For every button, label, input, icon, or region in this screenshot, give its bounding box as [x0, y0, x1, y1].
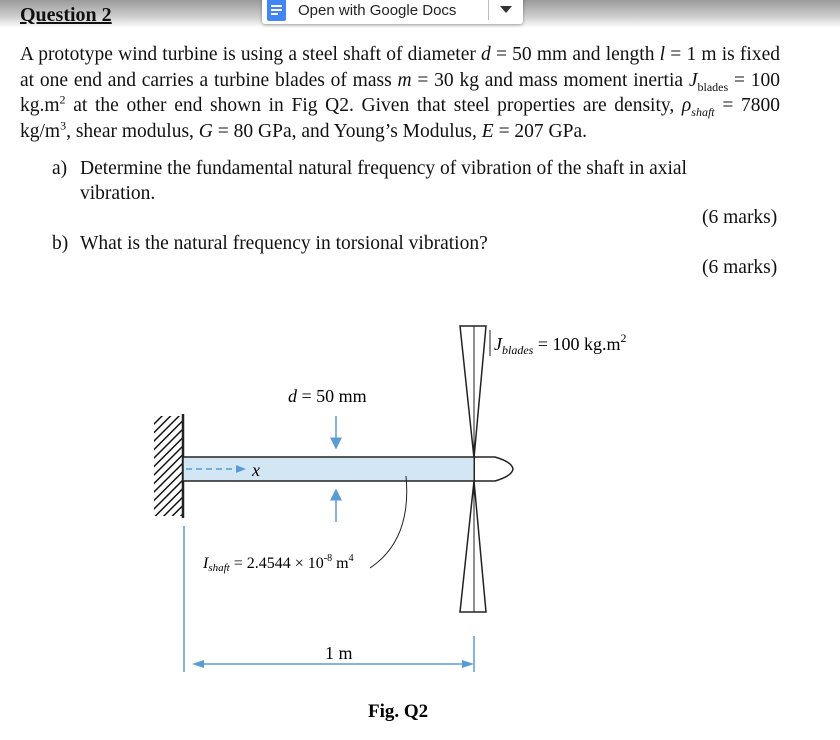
part-a-label: a) — [52, 158, 68, 179]
part-b-text: What is the natural frequency in torsional vibration? — [80, 233, 488, 254]
part-a-marks: (6 marks) — [702, 207, 778, 228]
i-shaft-leader-line — [370, 476, 407, 568]
length-label: 1 m — [325, 643, 353, 663]
blade-lower — [460, 481, 486, 612]
x-axis-label: x — [252, 460, 260, 480]
blade-upper — [460, 326, 486, 458]
part-b-label: b) — [52, 233, 69, 254]
length-arrowhead-left — [192, 660, 204, 668]
length-arrowhead-right — [462, 660, 474, 668]
j-blades-label: $J_{blades} = 100$ $kg.m^2$ — [494, 331, 627, 357]
hub — [475, 457, 513, 481]
diameter-label: d = 50 mm — [288, 386, 367, 406]
open-button-label: Open with Google Docs — [298, 2, 457, 19]
i-shaft-label: Ishaft = $2.4544 \times 10^{-8}$ $m^4$ — [203, 553, 354, 574]
question-title: Question 2 — [20, 4, 112, 26]
part-a-text-line1: Determine the fundamental natural frequency of vibration of the shaft in axial — [80, 158, 687, 179]
part-b-marks: (6 marks) — [702, 257, 778, 278]
question-intro: A prototype wind turbine is using a steel shaft of diameter d = 50 mm and length l = 1 m is fixed at one end and carries a turbine blades of mass m = 30 kg and mass moment inertia $J_{blades} = 100$ $kg.m^2$ at the other end shown in Fig Q2. Given that steel properties are density, $\rho_{shaft} = 7800$ $kg/m^3$, shear modulus, G = 80 GPa, and Young’s Modulus, E = 207 GPa. — [20, 44, 781, 142]
figure-caption: Fig. Q2 — [368, 701, 429, 722]
part-a-text-line2: vibration. — [80, 183, 156, 204]
fixed-wall-hatch — [154, 416, 182, 516]
